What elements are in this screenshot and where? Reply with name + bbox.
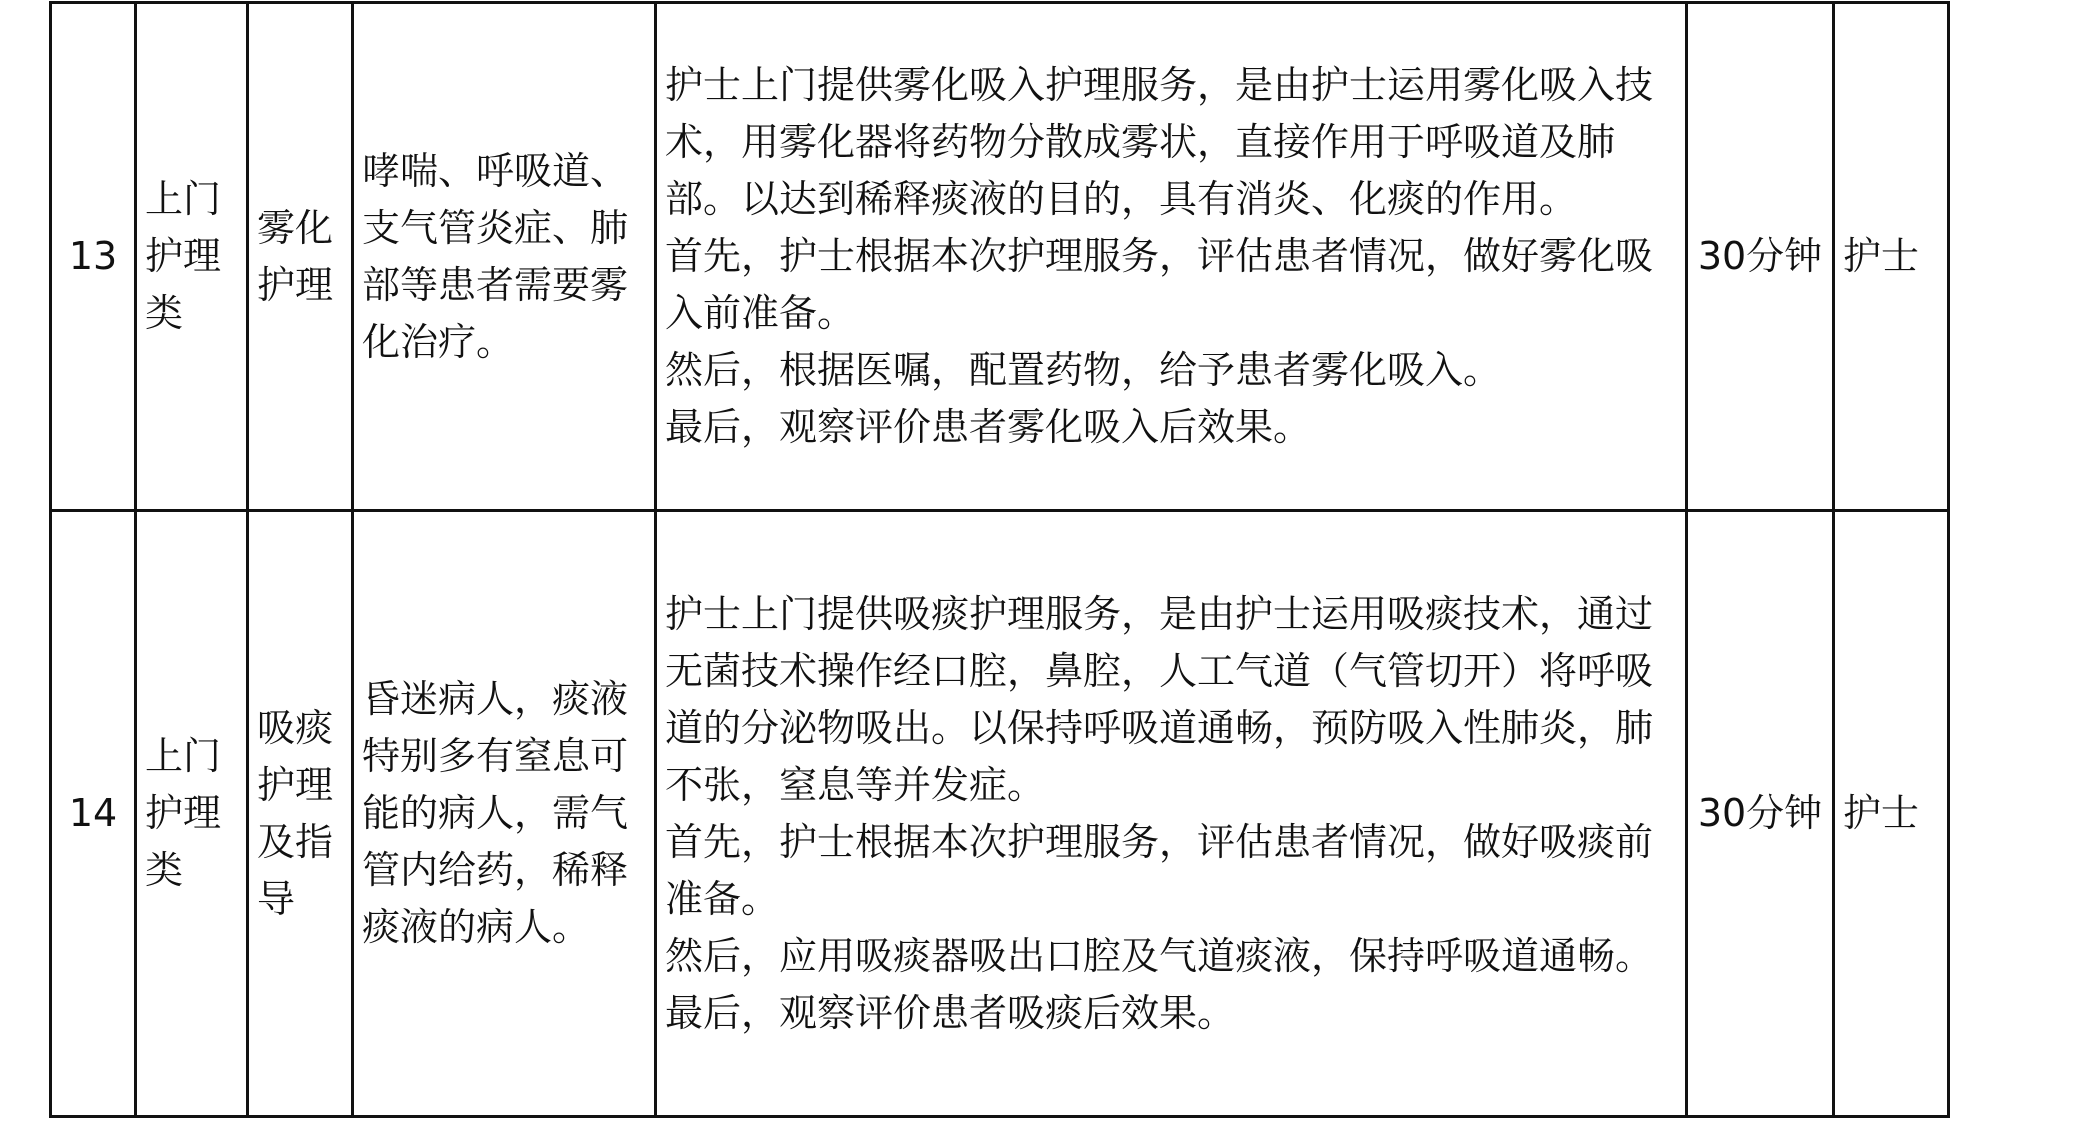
service-category-cell: 上门护理类: [136, 511, 248, 1117]
content-line: 然后，根据医嘱，配置药物，给予患者雾化吸入。: [665, 348, 1502, 392]
service-content-cell: [656, 3, 1687, 511]
service-staff-cell: 护士: [1834, 511, 1949, 1117]
service-content-cell: [656, 511, 1687, 1117]
content-line: 最后，观察评价患者吸痰后效果。: [665, 990, 1236, 1035]
service-category-cell: 上门护理类: [136, 3, 248, 511]
row-number-cell: 13: [51, 3, 136, 511]
row-number-cell: 14: [51, 511, 136, 1117]
service-target-cell: 哮喘、呼吸道、支气管炎症、肺部等患者需要雾化治疗。: [353, 3, 656, 511]
service-duration-cell: 30分钟: [1687, 511, 1834, 1117]
page-edge: [0, 0, 3, 1122]
content-line: 首先，护士根据本次护理服务，评估患者情况，做好吸痰前准备。: [665, 819, 1654, 921]
service-name-cell: 雾化护理: [248, 3, 353, 511]
content-line: 护士上门提供吸痰护理服务，是由护士运用吸痰技术，通过无菌技术操作经口腔，鼻腔，人工气道（气管切开）将呼吸道的分泌物吸出。以保持呼吸道通畅，预防吸入性肺炎，肺不张，窒息等并发症。: [665, 591, 1654, 807]
content-line: 最后，观察评价患者雾化吸入后效果。: [665, 405, 1312, 449]
content-line: 首先，护士根据本次护理服务，评估患者情况，做好雾化吸入前准备。: [665, 234, 1654, 335]
table-row: [51, 3, 1949, 511]
table-row: [51, 511, 1949, 1117]
nursing-services-table: [49, 1, 1950, 1118]
content-line: 护士上门提供雾化吸入护理服务，是由护士运用雾化吸入技术，用雾化器将药物分散成雾状，直接作用于呼吸道及肺部。以达到稀释痰液的目的，具有消炎、化痰的作用。: [665, 63, 1654, 221]
content-line: 然后，应用吸痰器吸出口腔及气道痰液，保持呼吸道通畅。: [665, 933, 1654, 978]
service-target-cell: 昏迷病人，痰液特别多有窒息可能的病人，需气管内给药，稀释痰液的病人。: [353, 511, 656, 1117]
service-name-cell: 吸痰护理及指导: [248, 511, 353, 1117]
service-staff-cell: 护士: [1834, 3, 1949, 511]
service-duration-cell: 30分钟: [1687, 3, 1834, 511]
